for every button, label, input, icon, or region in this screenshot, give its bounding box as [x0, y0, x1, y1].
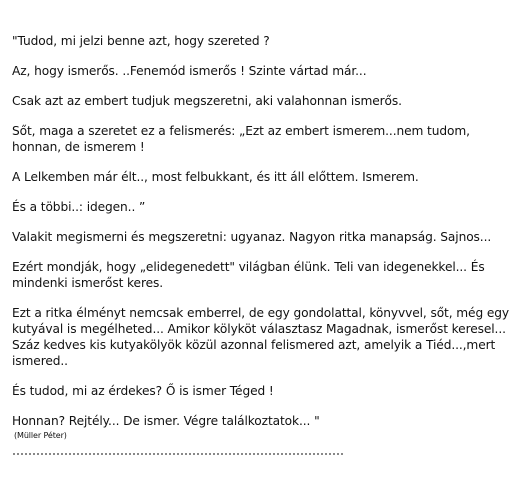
author-credit: (Müller Péter) — [14, 431, 67, 440]
paragraph-9: Ezt a ritka élményt nemcsak emberrel, de egy gondolattal, könyvvel, sőt, még egy kutyával is megélheted... Amikor kölyköt választasz Magadnak, ismerőst keresel... Száz kedves kis kutyakölyök közül azonnal felismered azt, amelyik a Tiéd...,mert ismered.. — [12, 306, 510, 368]
paragraph-11: Honnan? Rejtély... De ismer. Végre találkoztatok... " — [12, 414, 320, 428]
paragraph-10: És tudod, mi az érdekes? Ő is ismer Téged ! — [12, 384, 274, 398]
paragraph-1: "Tudod, mi jelzi benne azt, hogy szereted ? — [12, 34, 270, 48]
paragraph-7: Valakit megismerni és megszeretni: ugyanaz. Nagyon ritka manapság. Sajnos... — [12, 230, 492, 244]
paragraph-8: Ezért mondják, hogy „elidegenedett" világban élünk. Teli van idegenekkel... És mindenki ismerőst keres. — [12, 260, 485, 290]
document-body — [12, 33, 512, 455]
dotted-divider — [13, 453, 343, 455]
paragraph-4: Sőt, maga a szeretet ez a felismerés: „Ezt az embert ismerem...nem tudom, honnan, de ismerem ! — [12, 124, 470, 154]
paragraph-6: És a többi..: idegen.. ” — [12, 200, 146, 214]
paragraph-3: Csak azt az embert tudjuk megszeretni, aki valahonnan ismerős. — [12, 94, 402, 108]
paragraph-5: A Lelkemben már élt.., most felbukkant, és itt áll előttem. Ismerem. — [12, 170, 419, 184]
paragraph-2: Az, hogy ismerős. ..Fenemód ismerős ! Szinte vártad már... — [12, 64, 367, 78]
